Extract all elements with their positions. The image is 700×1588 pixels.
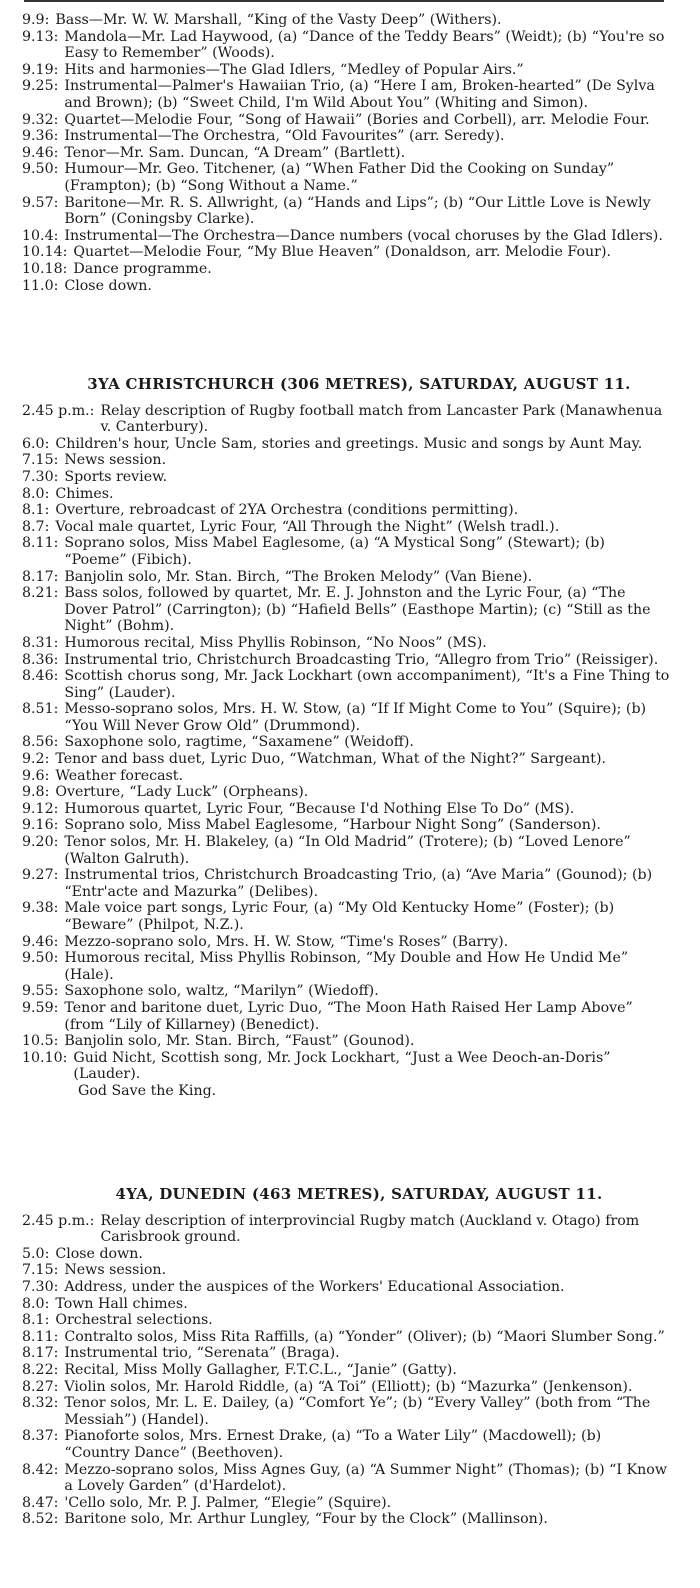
programme-entry <box>0 62 700 79</box>
entry-description: Children's hour, Uncle Sam, stories and greetings. Music and songs by Aunt May. <box>55 435 643 452</box>
entry-description: Humorous recital, Miss Phyllis Robinson, “No Noos” (MS). <box>64 634 487 651</box>
entry-description: Baritone solo, Mr. Arthur Lungley, “Four by the Clock” (Mallinson). <box>64 1511 548 1528</box>
entry-description: Close down. <box>64 277 152 294</box>
section-3ya-christchurch <box>0 376 700 1100</box>
entry-time: 6.0: <box>22 435 50 452</box>
entry-time: 8.11: <box>22 1328 59 1345</box>
programme-entry <box>0 452 700 469</box>
programme-list <box>0 1213 700 1528</box>
entry-time: 9.27: <box>22 867 59 884</box>
programme-entry <box>0 29 700 62</box>
programme-entry <box>0 195 700 228</box>
entry-time: 2.45 p.m.: <box>22 1212 95 1229</box>
entry-description: Tenor—Mr. Sam. Duncan, “A Dream” (Bartlett). <box>64 144 406 161</box>
entry-description: Baritone—Mr. R. S. Allwright, (a) “Hands and Lips”; (b) “Our Little Love is Newly Born” (Coningsby Clarke). <box>64 194 651 228</box>
entry-description: Male voice part songs, Lyric Four, (a) “My Old Kentucky Home” (Foster); (b) “Beware” (Philpot, N.Z.). <box>64 900 615 933</box>
entry-time: 8.0: <box>22 1295 50 1312</box>
entry-description: 'Cello solo, Mr. P. J. Palmer, “Elegie” (Squire). <box>64 1494 392 1511</box>
programme-entry <box>0 950 700 983</box>
programme-entry <box>0 1033 700 1050</box>
entry-description: Orchestral selections. <box>55 1312 213 1329</box>
entry-description: Messo-soprano solos, Mrs. H. W. Stow, (a) “If If Might Come to You” (Squire); (b) “You Will Never Grow Old” (Drummond). <box>64 701 647 734</box>
entry-time: 9.6: <box>22 767 50 784</box>
programme-entry <box>0 652 700 669</box>
entry-time: 9.2: <box>22 751 50 768</box>
entry-time: 9.46: <box>22 144 59 161</box>
entry-time: 8.51: <box>22 701 59 718</box>
entry-time: 8.1: <box>22 502 50 519</box>
entry-description: Dance programme. <box>73 260 212 277</box>
entry-description: Mezzo-soprano solo, Mrs. H. W. Stow, “Time's Roses” (Barry). <box>64 933 509 950</box>
programme-entry <box>0 1462 700 1495</box>
entry-time: 10.14: <box>22 244 68 261</box>
entry-time: 8.22: <box>22 1361 59 1378</box>
programme-entry <box>0 983 700 1000</box>
entry-description: News session. <box>64 1262 167 1279</box>
entry-description: Instrumental trio, Christchurch Broadcasting Trio, “Allegro from Trio” (Reissiger). <box>64 651 659 668</box>
entry-description: Saxophone solo, waltz, “Marilyn” (Wiedoff). <box>64 983 379 1000</box>
programme-entry <box>0 1362 700 1379</box>
programme-entry <box>0 1312 700 1329</box>
programme-entry <box>0 934 700 951</box>
entry-description: Contralto solos, Miss Rita Raffills, (a) “Yonder” (Oliver); (b) “Maori Slumber Song.” <box>64 1328 665 1345</box>
entry-time: 8.7: <box>22 518 50 535</box>
programme-entry <box>0 436 700 453</box>
entry-description: Town Hall chimes. <box>55 1295 188 1312</box>
section-heading: 4YA, DUNEDIN (463 METRES), SATURDAY, AUGUST 11. <box>115 1185 603 1203</box>
entry-time: 9.12: <box>22 800 59 817</box>
programme-entry <box>0 261 700 278</box>
entry-time: 7.15: <box>22 1262 59 1279</box>
programme-entry <box>0 734 700 751</box>
entry-time: 9.19: <box>22 61 59 78</box>
entry-description: Soprano solo, Miss Mabel Eaglesome, “Harbour Night Song” (Sanderson). <box>64 817 601 834</box>
entry-description: Sports review. <box>64 468 168 485</box>
programme-entry <box>0 78 700 111</box>
entry-description: Instrumental—Palmer's Hawaiian Trio, (a) “Here I am, Broken-hearted” (De Sylva and Brown); (b) “Sweet Child, I'm Wild About You” (Whiting and Simon). <box>64 78 655 111</box>
entry-description: Mandola—Mr. Lad Haywood, (a) “Dance of the Teddy Bears” (Weidt); (b) “You're so Easy to Remember” (Woods). <box>64 28 665 62</box>
entry-time: 7.15: <box>22 452 59 469</box>
entry-time: 9.32: <box>22 111 59 128</box>
entry-description: Chimes. <box>55 485 114 502</box>
entry-description: News session. <box>64 452 167 469</box>
closing-line: God Save the King. <box>78 1082 217 1099</box>
entry-time: 8.42: <box>22 1461 59 1478</box>
entry-time: 5.0: <box>22 1245 50 1262</box>
entry-time: 7.30: <box>22 468 59 485</box>
entry-description: Humorous recital, Miss Phyllis Robinson, “My Double and How He Undid Me” (Hale). <box>64 950 629 983</box>
programme-entry <box>0 1345 700 1362</box>
entry-time: 9.36: <box>22 128 59 145</box>
programme-entry <box>0 278 700 295</box>
programme-entry <box>0 668 700 701</box>
programme-entry <box>0 469 700 486</box>
entry-description: Vocal male quartet, Lyric Four, “All Through the Night” (Welsh tradl.). <box>55 518 560 535</box>
programme-entry <box>0 161 700 194</box>
entry-time: 9.9: <box>22 12 50 28</box>
entry-time: 9.50: <box>22 950 59 967</box>
programme-entry <box>0 486 700 503</box>
entry-time: 8.46: <box>22 668 59 685</box>
entry-description: Quartet—Melodie Four, “My Blue Heaven” (Donaldson, arr. Melodie Four). <box>73 244 611 261</box>
entry-time: 9.59: <box>22 999 59 1016</box>
entry-description: Weather forecast. <box>55 767 184 784</box>
entry-time: 10.5: <box>22 1033 59 1050</box>
programme-entry <box>0 244 700 261</box>
entry-description: Instrumental—The Orchestra—Dance numbers (vocal choruses by the Glad Idlers). <box>64 227 663 244</box>
entry-description: Instrumental trio, “Serenata” (Braga). <box>64 1345 340 1362</box>
entry-description: Guid Nicht, Scottish song, Mr. Jock Lockhart, “Just a Wee Deoch-an-Doris” (Lauder). <box>73 1049 611 1083</box>
programme-entry <box>0 751 700 768</box>
entry-time: 9.16: <box>22 817 59 834</box>
entry-time: 8.17: <box>22 1345 59 1362</box>
entry-time: 7.30: <box>22 1278 59 1295</box>
entry-description: Humorous quartet, Lyric Four, “Because I'd Nothing Else To Do” (MS). <box>64 800 575 817</box>
programme-entry <box>0 867 700 900</box>
programme-entry <box>0 784 700 801</box>
entry-description: Tenor solos, Mr. H. Blakeley, (a) “In Old Madrid” (Trotere); (b) “Loved Lenore” (Walton Galruth). <box>64 834 631 867</box>
entry-time: 9.13: <box>22 28 59 45</box>
programme-entry <box>0 900 700 933</box>
programme-entry <box>0 535 700 568</box>
entry-description: Tenor and bass duet, Lyric Duo, “Watchman, What of the Night?” Sargeant). <box>55 751 607 768</box>
programme-entry <box>0 1213 700 1246</box>
entry-description: Recital, Miss Molly Gallagher, F.T.C.L., “Janie” (Gatty). <box>64 1361 457 1378</box>
entry-time: 8.56: <box>22 734 59 751</box>
entry-time: 8.32: <box>22 1395 59 1412</box>
entry-time: 9.38: <box>22 900 59 917</box>
programme-entry <box>0 1296 700 1313</box>
programme-entry <box>0 834 700 867</box>
programme-entry <box>0 519 700 536</box>
entry-description: Instrumental—The Orchestra, “Old Favourites” (arr. Seredy). <box>64 128 505 145</box>
programme-entry <box>0 1246 700 1263</box>
entry-time: 8.21: <box>22 585 59 602</box>
programme-list <box>0 403 700 1083</box>
entry-time: 10.4: <box>22 227 59 244</box>
section-4ya-dunedin <box>0 1186 700 1528</box>
entry-time: 9.46: <box>22 933 59 950</box>
entry-description: Overture, rebroadcast of 2YA Orchestra (conditions permitting). <box>55 502 519 519</box>
entry-time: 10.18: <box>22 260 68 277</box>
entry-description: Relay description of Rugby football match from Lancaster Park (Manawhenua v. Canterbury). <box>100 402 663 436</box>
entry-description: Bass solos, followed by quartet, Mr. E. J. Johnston and the Lyric Four, (a) “The Dover Patrol” (Carrington); (b) “Hafield Bells” (Easthope Martin); (c) “Still as the Night” (Bohm). <box>64 585 651 635</box>
entry-time: 8.11: <box>22 535 59 552</box>
programme-entry <box>0 1050 700 1083</box>
entry-time: 8.0: <box>22 485 50 502</box>
entry-description: Quartet—Melodie Four, “Song of Hawaii” (Bories and Corbell), arr. Melodie Four. <box>64 111 650 128</box>
entry-description: Violin solos, Mr. Harold Riddle, (a) “A Toi” (Elliott); (b) “Mazurka” (Jenkenson). <box>64 1378 633 1395</box>
entry-description: Pianoforte solos, Mrs. Ernest Drake, (a) “To a Water Lily” (Macdowell); (b) “Country Dance” (Beethoven). <box>64 1428 602 1461</box>
entry-time: 9.55: <box>22 983 59 1000</box>
entry-description: Scottish chorus song, Mr. Jack Lockhart (own accompaniment), “It's a Fine Thing to Sing” (Lauder). <box>64 668 670 701</box>
programme-entry <box>0 1511 700 1528</box>
programme-entry <box>0 403 700 436</box>
programme-entry <box>0 1428 700 1461</box>
entry-description: Overture, “Lady Luck” (Orpheans). <box>55 784 309 801</box>
programme-entry <box>0 1495 700 1512</box>
entry-time: 9.8: <box>22 784 50 801</box>
programme-entry <box>0 585 700 635</box>
entry-time: 8.36: <box>22 651 59 668</box>
section-heading: 3YA CHRISTCHURCH (306 METRES), SATURDAY, AUGUST 11. <box>87 375 631 393</box>
programme-entry <box>0 1395 700 1428</box>
entry-description: Hits and harmonies—The Glad Idlers, “Medley of Popular Airs.” <box>64 61 524 78</box>
programme-entry <box>0 112 700 129</box>
section-2ya-continued <box>0 12 700 294</box>
entry-description: Mezzo-soprano solos, Miss Agnes Guy, (a) “A Summer Night” (Thomas); (b) “I Know a Lovely Garden” (d'Hardelot). <box>64 1461 667 1495</box>
entry-time: 9.50: <box>22 161 59 178</box>
programme-entry <box>0 701 700 734</box>
entry-description: Tenor and baritone duet, Lyric Duo, “The Moon Hath Raised Her Lamp Above” (from “Lily of Killarney) (Benedict). <box>64 999 633 1033</box>
programme-entry <box>0 1279 700 1296</box>
entry-time: 8.17: <box>22 568 59 585</box>
entry-time: 8.27: <box>22 1378 59 1395</box>
entry-description: Address, under the auspices of the Workers' Educational Association. <box>64 1278 565 1295</box>
programme-entry <box>0 635 700 652</box>
entry-description: Humour—Mr. Geo. Titchener, (a) “When Father Did the Cooking on Sunday” (Frampton); (b) “Song Without a Name.” <box>64 161 615 194</box>
entry-time: 8.37: <box>22 1428 59 1445</box>
programme-entry <box>0 817 700 834</box>
entry-time: 9.25: <box>22 78 59 95</box>
entry-description: Close down. <box>55 1245 143 1262</box>
entry-description: Instrumental trios, Christchurch Broadcasting Trio, (a) “Ave Maria” (Gounod); (b) “Entr'acte and Mazurka” (Delibes). <box>64 867 653 900</box>
entry-time: 8.52: <box>22 1511 59 1528</box>
entry-description: Bass—Mr. W. W. Marshall, “King of the Vasty Deep” (Withers). <box>55 12 502 28</box>
entry-time: 8.31: <box>22 634 59 651</box>
entry-description: Soprano solos, Miss Mabel Eaglesome, (a) “A Mystical Song” (Stewart); (b) “Poeme” (Fibich). <box>64 535 605 568</box>
programme-entry <box>0 145 700 162</box>
entry-time: 9.20: <box>22 834 59 851</box>
top-rule <box>24 0 664 2</box>
programme-entry <box>0 1262 700 1279</box>
entry-time: 9.57: <box>22 194 59 211</box>
entry-time: 10.10: <box>22 1049 68 1066</box>
programme-entry <box>0 1379 700 1396</box>
entry-time: 8.1: <box>22 1312 50 1329</box>
entry-description: Banjolin solo, Mr. Stan. Birch, “The Broken Melody” (Van Biene). <box>64 568 533 585</box>
programme-entry <box>0 128 700 145</box>
entry-time: 8.47: <box>22 1494 59 1511</box>
entry-description: Banjolin solo, Mr. Stan. Birch, “Faust” (Gounod). <box>64 1033 415 1050</box>
programme-entry <box>0 569 700 586</box>
entry-time: 2.45 p.m.: <box>22 402 95 419</box>
programme-list <box>0 12 700 294</box>
entry-description: Relay description of interprovincial Rugby match (Auckland v. Otago) from Carisbrook ground. <box>100 1212 640 1246</box>
entry-description: Saxophone solo, ragtime, “Saxamene” (Weidoff). <box>64 734 414 751</box>
programme-entry <box>0 12 700 29</box>
entry-time: 11.0: <box>22 277 59 294</box>
programme-entry <box>0 1000 700 1033</box>
programme-entry <box>0 502 700 519</box>
programme-entry <box>0 801 700 818</box>
entry-description: Tenor solos, Mr. L. E. Dailey, (a) “Comfort Ye”; (b) “Every Valley” (both from “The Messiah”) (Handel). <box>64 1395 651 1428</box>
programme-entry <box>0 768 700 785</box>
programme-entry <box>0 1329 700 1346</box>
programme-entry <box>0 228 700 245</box>
